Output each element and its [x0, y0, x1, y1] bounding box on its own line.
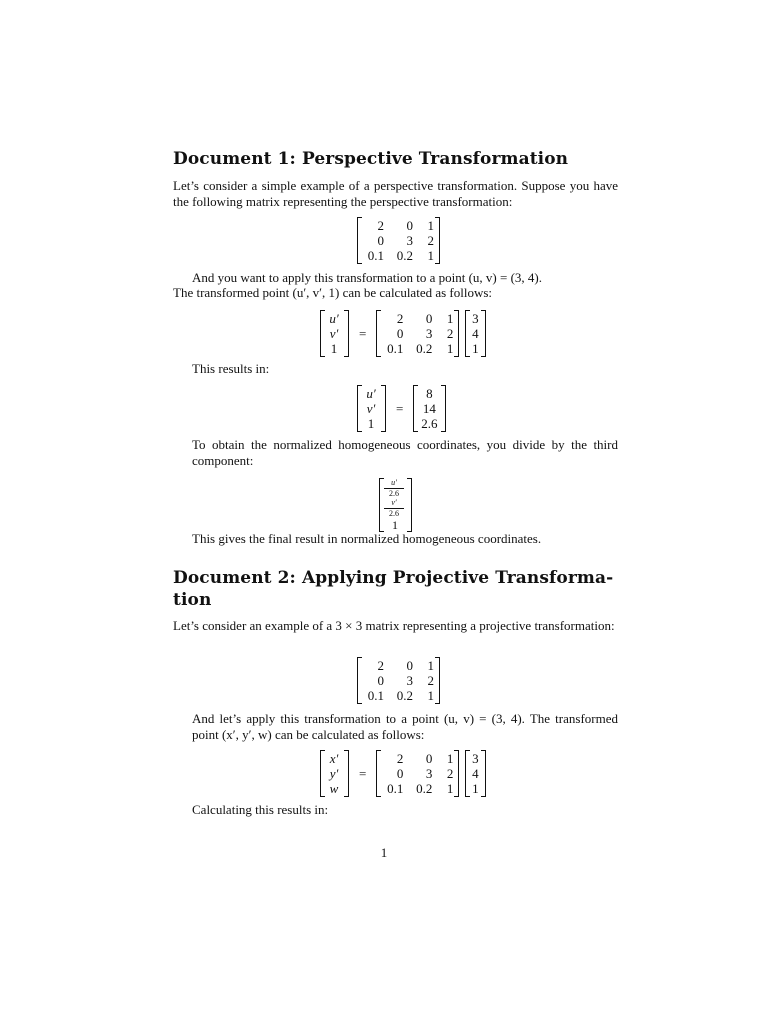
- matrix-body: [381, 310, 454, 357]
- document-2-left-vector: [320, 750, 349, 797]
- matrix-cell: 0.1: [387, 341, 404, 356]
- matrix-cell: 0: [396, 766, 404, 781]
- document-1-normalize-text-line: [192, 437, 618, 468]
- vector-right-bracket: [407, 478, 412, 532]
- document-1-transform-equation: [320, 310, 486, 357]
- matrix-cell: 3: [406, 673, 413, 688]
- vector-body: [418, 385, 441, 432]
- matrix-cell: 0: [396, 326, 404, 341]
- matrix-cell: 1: [446, 781, 454, 796]
- vector-body: [384, 478, 407, 532]
- fraction-numerator: u′: [384, 479, 404, 489]
- vector-cell: 2.6: [421, 416, 438, 431]
- matrix-cell: 0.2: [396, 688, 413, 703]
- document-1-results-label: This results in:: [192, 361, 270, 376]
- vector-cell: 1: [472, 341, 479, 356]
- equals-sign: =: [359, 766, 367, 781]
- document-1-point-line-1: And you want to apply this transformation to a point (u, v) = (3, 4).: [192, 270, 542, 285]
- matrix-cell: 2: [446, 766, 454, 781]
- vector-body: [362, 385, 381, 432]
- document-1-left-vector: [320, 310, 349, 357]
- equals-sign: =: [396, 401, 404, 416]
- vector-cell: 4: [472, 766, 479, 781]
- vector-cell: 1: [330, 341, 338, 356]
- vector-cell: 14: [422, 401, 436, 416]
- vector-right-bracket: [481, 310, 486, 357]
- vector-cell: 4: [472, 326, 479, 341]
- vector-cell: w: [329, 781, 339, 796]
- document-2-intro-paragraph: Let’s consider an example of a 3 × 3 matrix representing a projective transformation:: [173, 618, 615, 633]
- equals-sign: =: [359, 326, 367, 341]
- document-1-final-text: This gives the final result in normalized homogeneous coordinates.: [192, 531, 542, 546]
- normalized-one: 1: [392, 518, 398, 532]
- matrix-body: [362, 217, 435, 264]
- matrix-cell: 0.2: [416, 781, 433, 796]
- vector-cell: 1: [367, 416, 375, 431]
- page-number: 1: [380, 845, 388, 860]
- vector-cell: v′: [366, 401, 376, 416]
- matrix-cell: 0: [425, 311, 433, 326]
- document-1-result-vector: [413, 385, 446, 432]
- matrix-cell: 0: [377, 233, 384, 248]
- fraction-numerator: v′: [384, 499, 404, 509]
- matrix-cell: 0.2: [416, 341, 433, 356]
- document-1-normalized-vector-block: [379, 478, 412, 532]
- vector-right-bracket: [344, 310, 349, 357]
- matrix-cell: 1: [427, 658, 434, 673]
- matrix-cell: 0: [406, 218, 413, 233]
- vector-cell: 1: [472, 781, 479, 796]
- document-2-transform-equation: [320, 750, 486, 797]
- normalized-v-fraction: [384, 499, 404, 518]
- matrix-cell: 0.1: [387, 781, 404, 796]
- matrix-cell: 2: [377, 658, 384, 673]
- document-1-intro-paragraph: Let’s consider a simple example of a perspective transformation. Suppose you have the following matrix representing the perspective transformation:: [173, 178, 618, 209]
- vector-cell: x′: [329, 751, 339, 766]
- matrix-cell: 3: [406, 233, 413, 248]
- document-2-transform-matrix-block: [357, 657, 440, 704]
- vector-right-bracket: [344, 750, 349, 797]
- matrix-cell: 0: [425, 751, 433, 766]
- fraction-denominator: 2.6: [389, 509, 399, 518]
- document-2-heading: [173, 567, 618, 611]
- matrix-body: [362, 657, 435, 704]
- matrix-cell: 1: [427, 218, 434, 233]
- matrix-body: [381, 750, 454, 797]
- document-1-result-equation: [357, 385, 446, 432]
- document-1-equation-matrix: [376, 310, 459, 357]
- matrix-cell: 2: [396, 751, 404, 766]
- vector-right-bracket: [481, 750, 486, 797]
- document-1-normalize-text: To obtain the normalized homogeneous coordinates, you divide by the third component:: [192, 437, 618, 468]
- document-2-equation-matrix: [376, 750, 459, 797]
- vector-cell: v′: [329, 326, 339, 341]
- matrix-cell: 0: [377, 673, 384, 688]
- matrix-right-bracket: [454, 750, 459, 797]
- vector-cell: u′: [366, 386, 376, 401]
- matrix-cell: 1: [427, 248, 434, 263]
- matrix-cell: 1: [446, 751, 454, 766]
- vector-right-bracket: [441, 385, 446, 432]
- vector-cell: 3: [472, 751, 479, 766]
- vector-right-bracket: [381, 385, 386, 432]
- fraction-denominator: 2.6: [389, 489, 399, 498]
- matrix-cell: 1: [446, 341, 454, 356]
- matrix-cell: 0.2: [396, 248, 413, 263]
- matrix-right-bracket: [435, 217, 440, 264]
- matrix-cell: 2: [427, 673, 434, 688]
- document-1-transform-matrix: [357, 217, 440, 264]
- vector-body: [470, 310, 481, 357]
- matrix-cell: 0: [406, 658, 413, 673]
- matrix-cell: 2: [377, 218, 384, 233]
- document-2-heading-line-2: tion: [173, 590, 212, 610]
- document-2-calculating-text: Calculating this results in:: [192, 802, 329, 817]
- vector-cell: 3: [472, 311, 479, 326]
- matrix-cell: 2: [396, 311, 404, 326]
- vector-cell: y′: [329, 766, 339, 781]
- normalized-u-fraction: [384, 479, 404, 498]
- document-1-normalized-vector: [379, 478, 412, 532]
- document-2-point-vector: [465, 750, 486, 797]
- matrix-cell: 2: [427, 233, 434, 248]
- matrix-cell: 1: [427, 688, 434, 703]
- document-2-heading-line-1: Document 2: Applying Projective Transforma-: [173, 568, 614, 588]
- vector-body: [325, 310, 344, 357]
- document-1-heading: Document 1: Perspective Transformation: [173, 149, 569, 169]
- matrix-cell: 0.1: [367, 248, 384, 263]
- vector-cell: 8: [426, 386, 433, 401]
- matrix-cell: 0.1: [367, 688, 384, 703]
- document-1-transform-matrix-block: [357, 217, 440, 264]
- matrix-cell: 1: [446, 311, 454, 326]
- document-1-result-left-vector: [357, 385, 386, 432]
- document-2-transform-matrix: [357, 657, 440, 704]
- matrix-right-bracket: [454, 310, 459, 357]
- matrix-cell: 3: [425, 766, 433, 781]
- matrix-cell: 2: [446, 326, 454, 341]
- document-2-apply-text: And let’s apply this transformation to a point (u, v) = (3, 4). The transformed point (x′, y′, w) can be calculated as follows:: [192, 711, 618, 742]
- vector-cell: u′: [329, 311, 339, 326]
- matrix-cell: 3: [425, 326, 433, 341]
- document-1-point-line-2: The transformed point (u′, v′, 1) can be calculated as follows:: [173, 285, 493, 300]
- matrix-right-bracket: [435, 657, 440, 704]
- vector-body: [470, 750, 481, 797]
- vector-body: [325, 750, 344, 797]
- document-1-point-vector: [465, 310, 486, 357]
